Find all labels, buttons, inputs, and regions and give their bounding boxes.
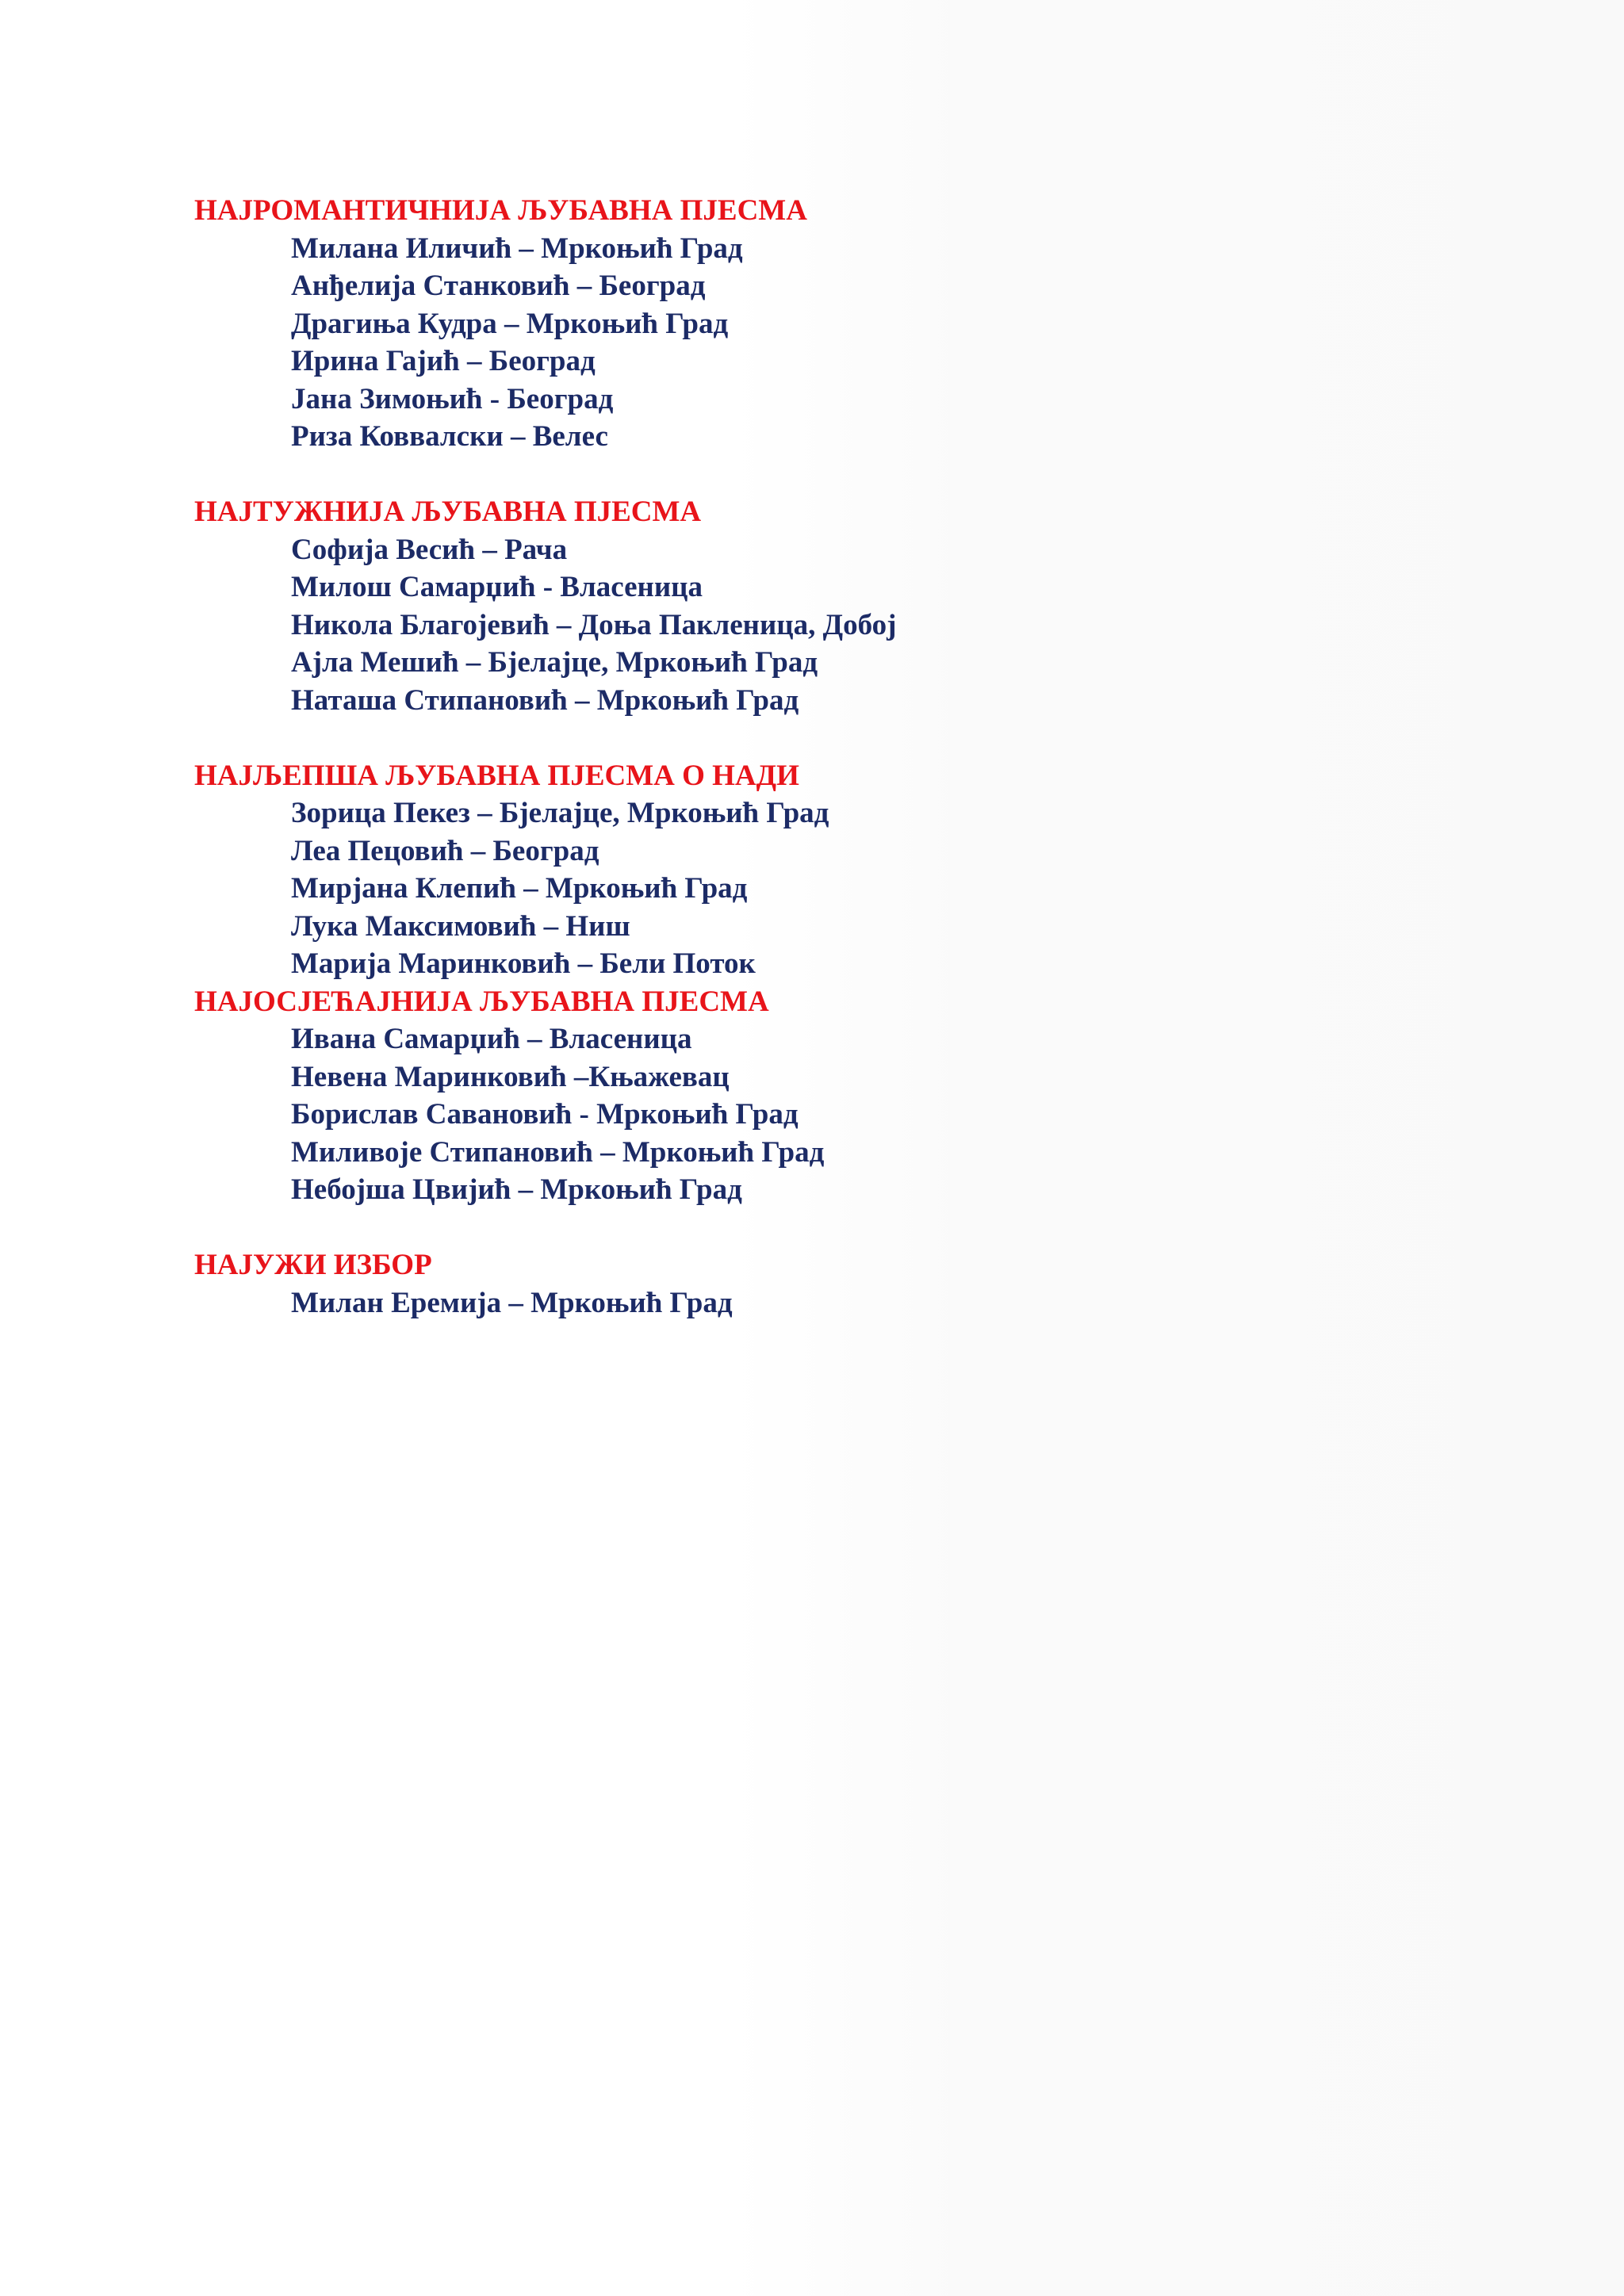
list-item: Софија Весић – Рача (291, 533, 568, 566)
list-item: Лука Максимовић – Ниш (291, 909, 630, 943)
list-item: Милан Еремија – Мркоњић Град (291, 1286, 733, 1319)
list-item: Ајла Мешић – Бјелајце, Мркоњић Град (291, 646, 818, 679)
section-heading-most-romantic: НАЈРОМАНТИЧНИЈА ЉУБАВНА ПЈЕСМА (194, 194, 807, 227)
list-item: Јана Зимоњић - Београд (291, 382, 614, 415)
list-item: Никола Благојевић – Доња Пакленица, Добој (291, 608, 897, 641)
list-item: Миливоје Стипановић – Мркоњић Град (291, 1135, 825, 1169)
section-spacer (194, 719, 1463, 757)
list-item: Ирина Гајић – Београд (291, 345, 596, 377)
list-item: Милош Самарџић - Власеница (291, 571, 703, 603)
list-item: Борислав Савановић - Мркоњић Град (291, 1098, 799, 1131)
award-list (194, 192, 1463, 1322)
section-spacer (194, 1209, 1463, 1247)
section-heading-most-emotional: НАЈОСЈЕЋАЈНИЈА ЉУБАВНА ПЈЕСМА (194, 985, 769, 1018)
list-item: Невена Маринковић –Књажевац (291, 1060, 730, 1093)
list-item: Риза Коввалски – Велес (291, 420, 608, 453)
list-item: Ивана Самарџић – Власеница (291, 1023, 692, 1055)
section-spacer (194, 456, 1463, 494)
section-heading-shortlist: НАЈУЖИ ИЗБОР (194, 1249, 432, 1281)
list-item: Мирјана Клепић – Мркоњић Град (291, 872, 748, 905)
list-item: Леа Пецовић – Београд (291, 834, 599, 867)
section-heading-most-beautiful-about-hope: НАЈЉЕПША ЉУБАВНА ПЈЕСМА О НАДИ (194, 759, 799, 792)
list-item: Небојша Цвијић – Мркоњић Град (291, 1173, 742, 1206)
list-item: Анђелија Станковић – Београд (291, 270, 706, 302)
list-item: Марија Маринковић – Бели Поток (291, 947, 756, 980)
section-heading-saddest: НАЈТУЖНИЈА ЉУБАВНА ПЈЕСМА (194, 496, 702, 528)
list-item: Наташа Стипановић – Мркоњић Град (291, 683, 799, 717)
list-item: Драгиња Кудра – Мркоњић Град (291, 307, 729, 340)
list-item: Зорица Пекез – Бјелајце, Мркоњић Град (291, 797, 829, 829)
list-item: Милана Иличић – Мркоњић Град (291, 232, 743, 265)
